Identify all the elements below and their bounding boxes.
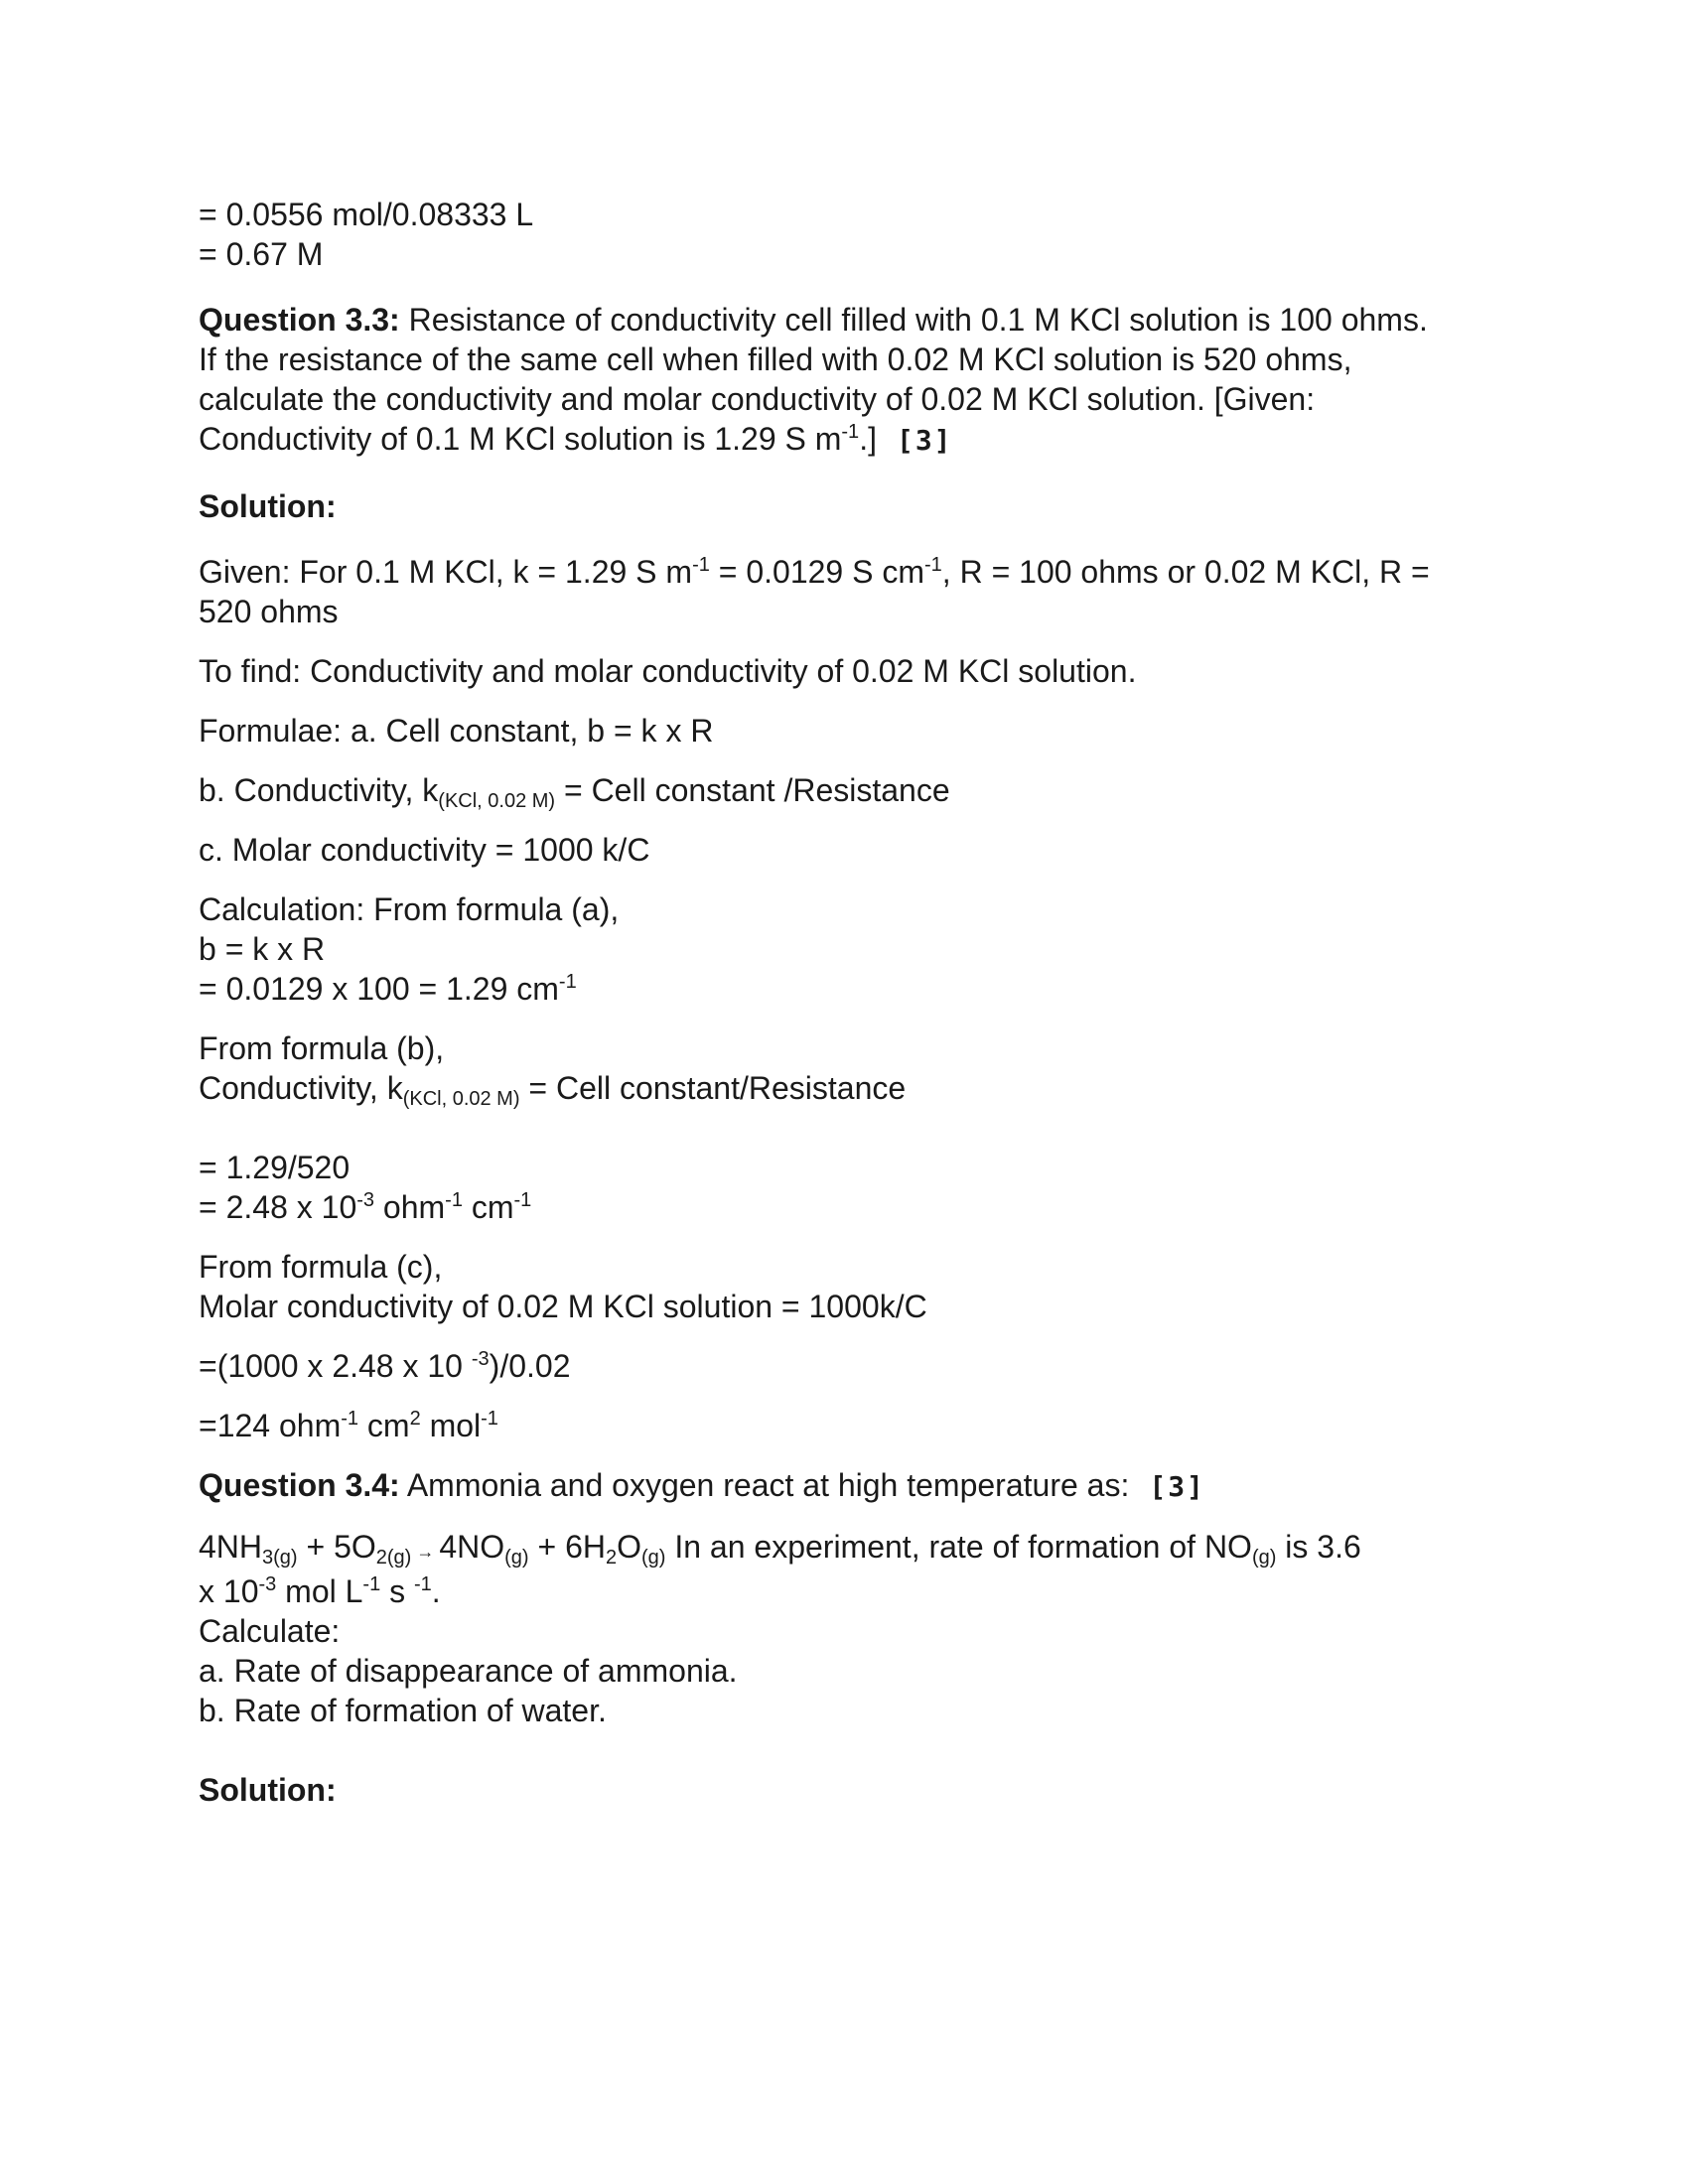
subscript: 2	[605, 1547, 618, 1569]
text-span: = 0.0129 x 100 = 1.29 cm	[199, 971, 559, 1007]
final-answer	[199, 1406, 1489, 1445]
text-span: O	[617, 1529, 641, 1565]
text-span: , R = 100 ohms or 0.02 M KCl, R =	[941, 554, 1430, 590]
superscript: -3	[258, 1573, 277, 1595]
subscript: (g)	[1251, 1547, 1277, 1569]
text-span: mol L	[276, 1573, 363, 1609]
superscript: -1	[481, 1408, 498, 1430]
text-span: .	[431, 1573, 441, 1609]
text-line: = 0.67 M	[199, 236, 324, 272]
question-3-4	[199, 1465, 1489, 1507]
subscript: 3(g)	[262, 1547, 298, 1569]
text-span: = 2.48 x 10	[199, 1189, 357, 1225]
superscript: -3	[471, 1348, 490, 1370]
solution-heading: Solution:	[199, 1772, 337, 1808]
text-span: b. Conductivity, k	[199, 772, 439, 808]
superscript: -3	[356, 1189, 375, 1211]
superscript: 2	[409, 1408, 421, 1430]
text-line: = 0.0556 mol/0.08333 L	[199, 197, 534, 232]
arrow-icon: →	[411, 1542, 440, 1562]
text-span: =124 ohm	[199, 1408, 342, 1443]
superscript: -1	[445, 1189, 463, 1211]
subscript: 2(g)	[375, 1547, 412, 1569]
text-line: Calculate:	[199, 1613, 341, 1649]
text-line: Molar conductivity of 0.02 M KCl solution = 1000k/C	[199, 1289, 927, 1324]
text-line: = 1.29/520	[199, 1150, 351, 1185]
text-span: cm	[358, 1408, 410, 1443]
solution-heading: Solution:	[199, 488, 337, 524]
text-span: Conductivity, k	[199, 1070, 403, 1106]
subscript: (g)	[504, 1547, 529, 1569]
question-3-3	[199, 300, 1489, 461]
text-span: ohm	[374, 1189, 446, 1225]
calculation-a	[199, 889, 1489, 1009]
text-line: 520 ohms	[199, 594, 339, 629]
text-span: x 10	[199, 1573, 259, 1609]
text-span: = Cell constant/Resistance	[519, 1070, 907, 1106]
text-span: is 3.6	[1276, 1529, 1361, 1565]
reaction-block	[199, 1527, 1489, 1730]
list-item: a. Rate of disappearance of ammonia.	[199, 1653, 738, 1689]
text-span: = Cell constant /Resistance	[555, 772, 950, 808]
formula-c: c. Molar conductivity = 1000 k/C	[199, 832, 650, 868]
question-text: calculate the conductivity and molar conductivity of 0.02 M KCl solution. [Given:	[199, 381, 1316, 417]
given-block	[199, 552, 1489, 631]
subscript: (g)	[640, 1547, 666, 1569]
question-heading: Question 3.3:	[199, 302, 400, 338]
question-text: Conductivity of 0.1 M KCl solution is 1.29 S m	[199, 421, 842, 457]
text-span: s	[380, 1573, 414, 1609]
text-span: In an experiment, rate of formation of NO	[665, 1529, 1252, 1565]
superscript: -1	[923, 554, 942, 576]
to-find: To find: Conductivity and molar conductivity of 0.02 M KCl solution.	[199, 653, 1137, 689]
document-page	[199, 195, 1489, 1810]
text-span: )/0.02	[489, 1348, 571, 1384]
calculation-c	[199, 1247, 1489, 1326]
superscript: -1	[841, 421, 860, 443]
text-span: Given: For 0.1 M KCl, k = 1.29 S m	[199, 554, 693, 590]
text-span: 4NO	[439, 1529, 505, 1565]
subscript: (KCl, 0.02 M)	[402, 1088, 520, 1110]
chemical-equation	[199, 1527, 1489, 1571]
text-span: + 6H	[528, 1529, 606, 1565]
superscript: -1	[414, 1573, 432, 1595]
rate-line	[199, 1571, 1489, 1611]
question-text: .]	[859, 421, 877, 457]
superscript: -1	[692, 554, 710, 576]
question-text: Ammonia and oxygen react at high temperature as:	[399, 1467, 1130, 1503]
marks-badge: [3]	[1149, 1470, 1205, 1503]
list-item: b. Rate of formation of water.	[199, 1693, 607, 1728]
superscript: -1	[558, 971, 577, 993]
text-line: From formula (b),	[199, 1030, 445, 1066]
text-span: 4NH	[199, 1529, 263, 1565]
subscript: (KCl, 0.02 M)	[438, 790, 556, 812]
superscript: -1	[362, 1573, 381, 1595]
text-span: =(1000 x 2.48 x 10	[199, 1348, 472, 1384]
formula-a: Formulae: a. Cell constant, b = k x R	[199, 713, 714, 749]
question-text: If the resistance of the same cell when filled with 0.02 M KCl solution is 520 ohms,	[199, 341, 1352, 377]
calculation-b	[199, 1028, 1489, 1227]
question-text: Resistance of conductivity cell filled with 0.1 M KCl solution is 100 ohms.	[399, 302, 1428, 338]
text-span: cm	[462, 1189, 514, 1225]
question-heading: Question 3.4:	[199, 1467, 400, 1503]
text-span: mol	[420, 1408, 482, 1443]
text-line: b = k x R	[199, 931, 326, 967]
superscript: -1	[341, 1408, 359, 1430]
text-line: Calculation: From formula (a),	[199, 891, 620, 927]
marks-badge: [3]	[896, 424, 953, 457]
text-span: + 5O	[297, 1529, 376, 1565]
text-line: From formula (c),	[199, 1249, 443, 1285]
text-span: = 0.0129 S cm	[709, 554, 924, 590]
formula-b	[199, 770, 1489, 810]
superscript: -1	[513, 1189, 532, 1211]
